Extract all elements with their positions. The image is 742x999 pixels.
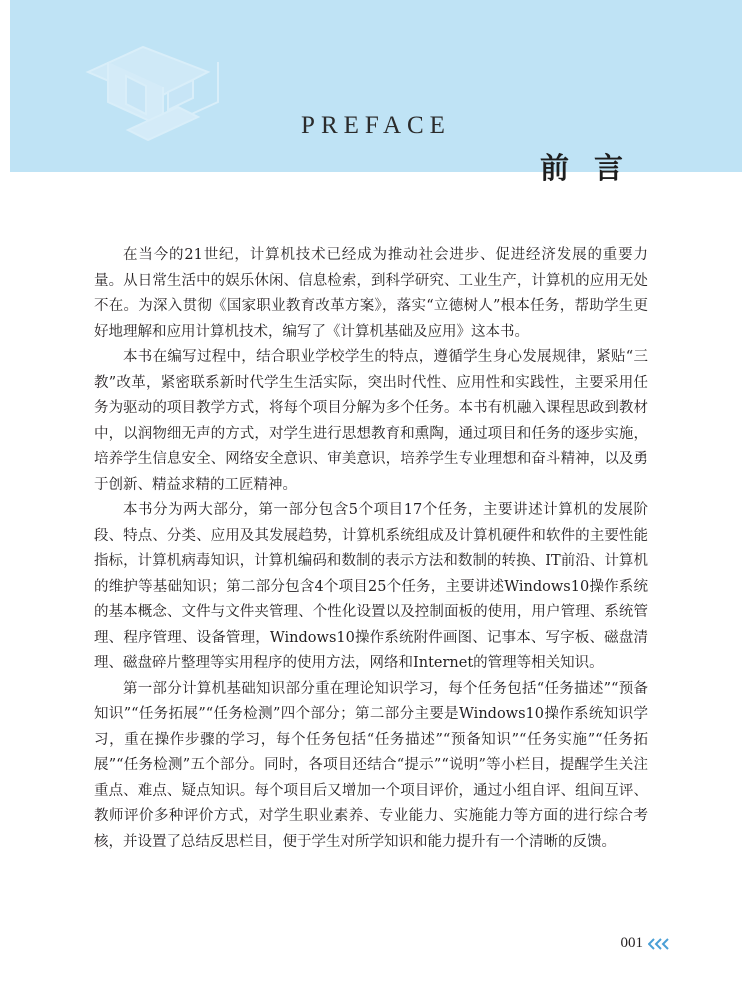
page-number: 001: [620, 935, 643, 951]
paragraph: 本书分为两大部分，第一部分包含5个项目17个任务，主要讲述计算机的发展阶段、特点、分类、应用及其发展趋势，计算机系统组成及计算机硬件和软件的主要性能指标，计算机病毒知识，计算机编码和数制的表示方法和数制的转换、IT前沿、计算机的维护等基础知识；第二部分包含4个项目25个任务，主要讲述Windows10操作系统的基本概念、文件与文件夹管理、个性化设置以及控制面板的使用，用户管理、系统管理、程序管理、设备管理，Windows10操作系统附件画图、记事本、写字板、磁盘清理、磁盘碎片整理等实用程序的使用方法，网络和Internet的管理等相关知识。: [94, 502, 648, 671]
paragraph: 本书在编写过程中，结合职业学校学生的特点，遵循学生身心发展规律，紧贴“三教”改革，紧密联系新时代学生生活实际，突出时代性、应用性和实践性，主要采用任务为驱动的项目教学方式，将每个项目分解为多个任务。本书有机融入课程思政到教材中，以润物细无声的方式，对学生进行思想教育和熏陶，通过项目和任务的逐步实施，培养学生信息安全、网络安全意识、审美意识，培养学生专业理想和奋斗精神，以及勇于创新、精益求精的工匠精神。: [94, 349, 648, 493]
header-band: [10, 0, 742, 185]
preface-body: [94, 243, 648, 855]
chevrons-left-icon: [648, 937, 670, 951]
paragraph: 第一部分计算机基础知识部分重在理论知识学习，每个任务包括“任务描述”“预备知识”“任务拓展”“任务检测”四个部分；第二部分主要是Windows10操作系统知识学习，重在操作步骤的学习，每个任务包括“任务描述”“预备知识”“任务实施”“任务拓展”“任务检测”五个部分。同时，各项目还结合“提示”“说明”等小栏目，提醒学生关注重点、难点、疑点知识。每个项目后又增加一个项目评价，通过小组自评、组间互评、教师评价多种评价方式，对学生职业素养、专业能力、实施能力等方面的进行综合考核，并设置了总结反思栏目，便于学生对所学知识和能力提升有一个清晰的反馈。: [94, 680, 648, 850]
page-footer: [621, 935, 671, 952]
preface-title-zh: 前言: [539, 151, 648, 185]
paragraph: 在当今的21世纪，计算机技术已经成为推动社会进步、促进经济发展的重要力量。从日常生活中的娱乐休闲、信息检索，到科学研究、工业生产，计算机的应用无处不在。为深入贯彻《国家职业教育改革方案》，落实“立德树人”根本任务，帮助学生更好地理解和应用计算机技术，编写了《计算机基础及应用》这本书。: [94, 247, 648, 340]
preface-title-en: PREFACE: [301, 112, 451, 139]
